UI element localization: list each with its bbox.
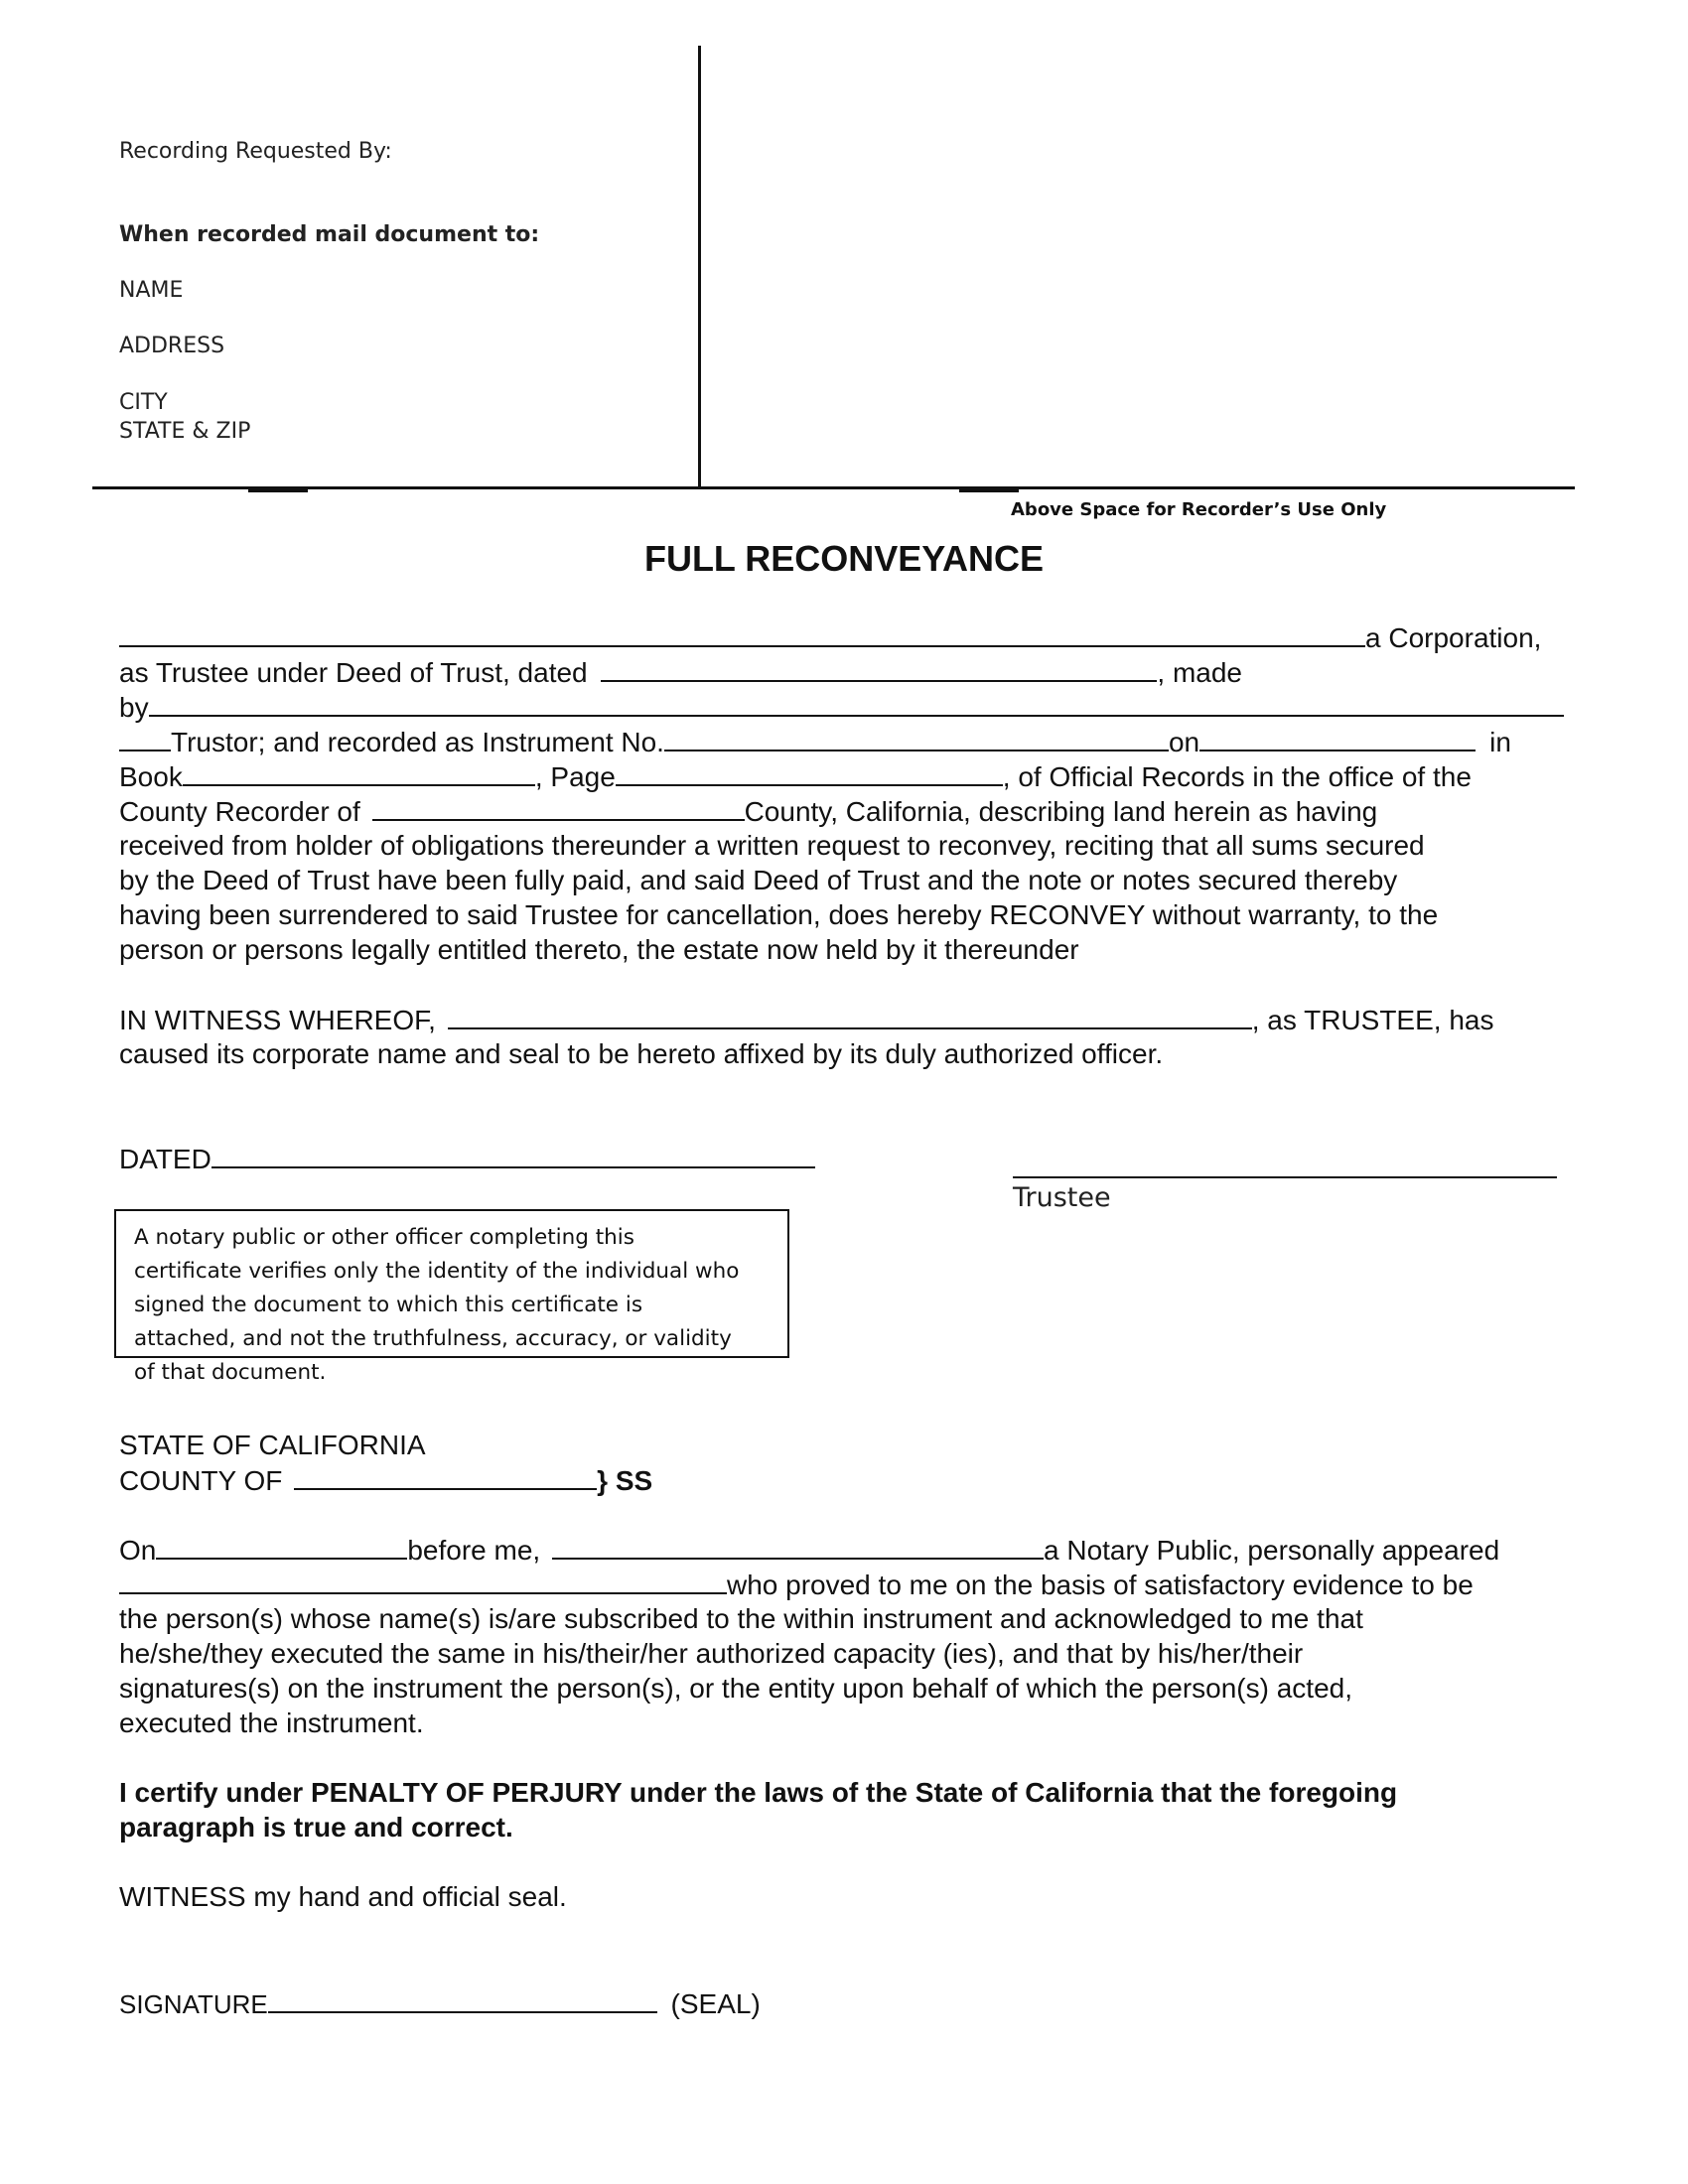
in-label: in bbox=[1489, 727, 1511, 757]
county-of-label: COUNTY OF bbox=[119, 1465, 283, 1496]
body-line-7: received from holder of obligations thereunder a written request to reconvey, reciting that all sums secured bbox=[119, 830, 1425, 861]
recording-requested-by-label: Recording Requested By: bbox=[119, 139, 392, 164]
document-title: FULL RECONVEYANCE bbox=[643, 538, 1045, 579]
address-label: ADDRESS bbox=[119, 334, 225, 358]
trustee-name-field[interactable] bbox=[448, 1004, 1252, 1029]
body-line-2 bbox=[119, 656, 1569, 691]
before-me-label: before me, bbox=[407, 1535, 541, 1566]
ack-line-2 bbox=[119, 1569, 1569, 1603]
witness-line-2: caused its corporate name and seal to be hereto affixed by its duly authorized officer. bbox=[119, 1038, 1164, 1069]
county-name-field[interactable] bbox=[372, 795, 745, 821]
body-line-8: by the Deed of Trust have been fully paid, and said Deed of Trust and the note or notes secured thereby bbox=[119, 865, 1398, 895]
ack-line-4: he/she/they executed the same in his/their/her authorized capacity (ies), and that by his/her/their bbox=[119, 1638, 1304, 1669]
body-line-4 bbox=[119, 726, 1569, 760]
ack-line-6: executed the instrument. bbox=[119, 1707, 424, 1738]
city-label: CITY bbox=[119, 390, 168, 415]
on-label: On bbox=[119, 1535, 157, 1566]
dated-field[interactable] bbox=[211, 1143, 815, 1168]
mail-to-label: When recorded mail document to: bbox=[119, 222, 540, 247]
page-label: , Page bbox=[534, 761, 616, 792]
venue-county-field[interactable] bbox=[294, 1464, 597, 1490]
venue-state: STATE OF CALIFORNIA bbox=[119, 1430, 426, 1460]
header-rule-tick bbox=[248, 489, 308, 492]
body-line-5 bbox=[119, 760, 1569, 795]
header-divider-vertical bbox=[698, 46, 701, 488]
witness-prefix: IN WITNESS WHEREOF, bbox=[119, 1005, 436, 1035]
book-label: Book bbox=[119, 761, 183, 792]
who-proved-text: who proved to me on the basis of satisfactory evidence to be bbox=[727, 1570, 1474, 1600]
trustee-prefix: as Trustee under Deed of Trust, dated bbox=[119, 657, 588, 688]
deed-date-field[interactable] bbox=[601, 656, 1157, 682]
witness-line-1 bbox=[119, 1004, 1569, 1038]
signature-field[interactable] bbox=[268, 1987, 657, 2013]
recording-date-field[interactable] bbox=[1199, 726, 1476, 751]
book-field[interactable] bbox=[183, 760, 535, 786]
notice-line: certificate verifies only the identity of the individual who bbox=[134, 1259, 740, 1284]
made-label: , made bbox=[1157, 657, 1243, 688]
trustee-signature-line[interactable] bbox=[1013, 1176, 1557, 1178]
trustor-name-field[interactable] bbox=[149, 691, 1564, 717]
trustor-text: Trustor; and recorded as Instrument No. bbox=[171, 727, 664, 757]
ack-date-field[interactable] bbox=[156, 1534, 407, 1560]
notice-line: of that document. bbox=[134, 1360, 327, 1385]
notary-name-field[interactable] bbox=[552, 1534, 1044, 1560]
notice-line: A notary public or other officer completing this bbox=[134, 1225, 634, 1250]
notary-notice-box bbox=[114, 1209, 789, 1385]
witness-suffix: , as TRUSTEE, has bbox=[1251, 1005, 1494, 1035]
corporation-name-field[interactable] bbox=[119, 621, 1365, 647]
signature-line bbox=[119, 1987, 1569, 2022]
county-california-text: County, California, describing land herein as having bbox=[744, 796, 1378, 827]
dated-line bbox=[119, 1143, 854, 1177]
notice-line: attached, and not the truthfulness, accuracy, or validity bbox=[134, 1326, 732, 1351]
header-rule-tick bbox=[959, 489, 1019, 492]
witness-seal-text: WITNESS my hand and official seal. bbox=[119, 1881, 567, 1912]
page-field[interactable] bbox=[616, 760, 1003, 786]
certify-line-2: paragraph is true and correct. bbox=[119, 1812, 513, 1843]
dated-label: DATED bbox=[119, 1144, 211, 1174]
venue-county-line bbox=[119, 1464, 1569, 1499]
trustor-extra-field[interactable] bbox=[119, 726, 171, 751]
ack-line-3: the person(s) whose name(s) is/are subscribed to the within instrument and acknowledged to me that bbox=[119, 1603, 1363, 1634]
body-line-1 bbox=[119, 621, 1569, 656]
trustee-label: Trustee bbox=[1013, 1182, 1111, 1213]
by-label: by bbox=[119, 692, 149, 723]
signature-label: SIGNATURE bbox=[119, 1989, 268, 2019]
ack-line-5: signatures(s) on the instrument the person(s), or the entity upon behalf of which the person(s) acted, bbox=[119, 1673, 1352, 1704]
corporation-suffix: a Corporation, bbox=[1365, 622, 1542, 653]
header-divider-horizontal bbox=[92, 486, 1575, 489]
state-zip-label: STATE & ZIP bbox=[119, 419, 251, 444]
body-line-9: having been surrendered to said Trustee for cancellation, does hereby RECONVEY without warranty, to the bbox=[119, 899, 1439, 930]
county-recorder-label: County Recorder of bbox=[119, 796, 360, 827]
ack-line-1 bbox=[119, 1534, 1569, 1569]
recorder-use-note: Above Space for Recorder’s Use Only bbox=[1011, 499, 1387, 520]
ss-label: } SS bbox=[597, 1465, 653, 1496]
on-label: on bbox=[1168, 727, 1200, 757]
appeared-name-field[interactable] bbox=[119, 1569, 727, 1594]
notary-public-text: a Notary Public, personally appeared bbox=[1044, 1535, 1500, 1566]
body-line-6 bbox=[119, 795, 1569, 830]
certify-line-1: I certify under PENALTY OF PERJURY under the laws of the State of California that the foregoing bbox=[119, 1777, 1398, 1808]
official-records-text: , of Official Records in the office of the bbox=[1002, 761, 1472, 792]
seal-label: (SEAL) bbox=[670, 1988, 761, 2019]
name-label: NAME bbox=[119, 278, 184, 303]
notice-line: signed the document to which this certificate is bbox=[134, 1293, 643, 1317]
body-line-3 bbox=[119, 691, 1569, 726]
body-line-10: person or persons legally entitled thereto, the estate now held by it thereunder bbox=[119, 934, 1079, 965]
instrument-number-field[interactable] bbox=[664, 726, 1169, 751]
